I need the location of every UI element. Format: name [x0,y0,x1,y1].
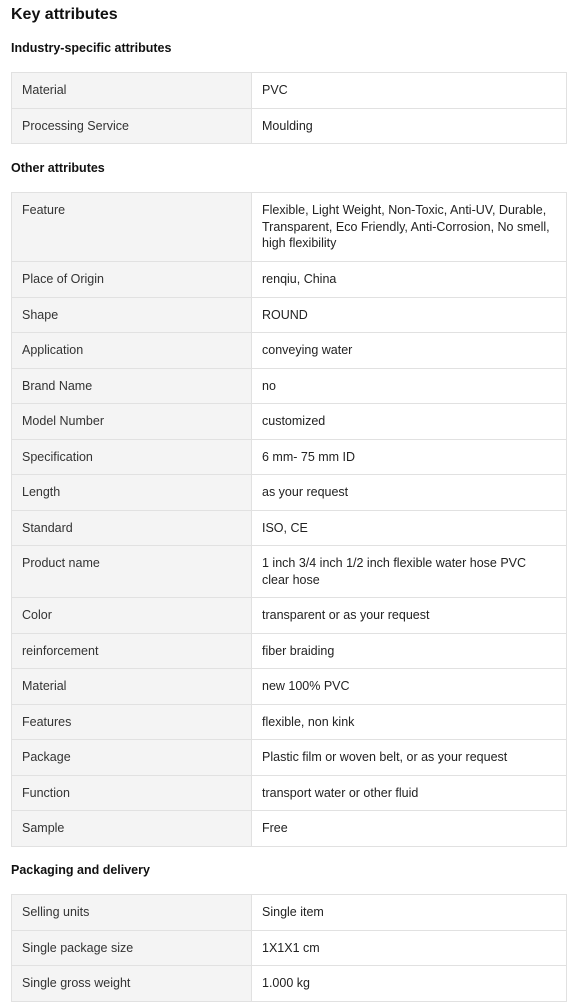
attribute-key: reinforcement [12,633,252,669]
packaging-attributes-table [11,894,567,1002]
table-row [12,669,567,705]
attribute-key: Processing Service [12,108,252,144]
section-heading-other: Other attributes [11,161,105,175]
table-row [12,966,567,1002]
section-heading-industry: Industry-specific attributes [11,41,172,55]
attribute-key: Specification [12,439,252,475]
table-row [12,704,567,740]
other-attributes-table [11,192,567,847]
table-row [12,633,567,669]
attribute-key: Package [12,740,252,776]
attribute-key: Shape [12,297,252,333]
attribute-value: fiber braiding [252,633,567,669]
table-row [12,193,567,262]
attribute-value: flexible, non kink [252,704,567,740]
table-row [12,811,567,847]
table-row [12,333,567,369]
attribute-value: ISO, CE [252,510,567,546]
section-heading-packaging: Packaging and delivery [11,863,150,877]
attribute-value: conveying water [252,333,567,369]
attribute-value: Plastic film or woven belt, or as your request [252,740,567,776]
attribute-value: Single item [252,895,567,931]
attribute-value: Free [252,811,567,847]
attribute-value: renqiu, China [252,262,567,298]
attribute-key: Place of Origin [12,262,252,298]
attribute-key: Length [12,475,252,511]
attribute-value: ROUND [252,297,567,333]
attribute-value: Flexible, Light Weight, Non-Toxic, Anti-UV, Durable, Transparent, Eco Friendly, Anti-Corrosion, No smell, high flexibility [252,193,567,262]
attribute-key: Color [12,598,252,634]
attribute-value: Moulding [252,108,567,144]
table-row [12,930,567,966]
attribute-value: transparent or as your request [252,598,567,634]
table-row [12,404,567,440]
table-row [12,262,567,298]
attribute-key: Material [12,669,252,705]
attribute-value: 1X1X1 cm [252,930,567,966]
attribute-value: 6 mm- 75 mm ID [252,439,567,475]
industry-attributes-table [11,72,567,144]
table-row [12,895,567,931]
table-row [12,510,567,546]
attribute-key: Function [12,775,252,811]
attribute-key: Feature [12,193,252,262]
table-row [12,775,567,811]
attribute-value: no [252,368,567,404]
attribute-value: PVC [252,73,567,109]
attribute-key: Material [12,73,252,109]
attribute-key: Features [12,704,252,740]
table-row [12,297,567,333]
attribute-key: Application [12,333,252,369]
table-row [12,108,567,144]
attribute-value: 1 inch 3/4 inch 1/2 inch flexible water hose PVC clear hose [252,546,567,598]
attribute-key: Single package size [12,930,252,966]
page-title: Key attributes [11,6,118,23]
attribute-key: Selling units [12,895,252,931]
attribute-value: customized [252,404,567,440]
attribute-key: Product name [12,546,252,598]
attribute-value: as your request [252,475,567,511]
table-row [12,740,567,776]
attribute-key: Standard [12,510,252,546]
attribute-value: transport water or other fluid [252,775,567,811]
attribute-key: Model Number [12,404,252,440]
attribute-key: Single gross weight [12,966,252,1002]
attribute-key: Brand Name [12,368,252,404]
table-row [12,439,567,475]
attribute-value: new 100% PVC [252,669,567,705]
table-row [12,73,567,109]
table-row [12,475,567,511]
attribute-key: Sample [12,811,252,847]
table-row [12,598,567,634]
attribute-value: 1.000 kg [252,966,567,1002]
table-row [12,368,567,404]
table-row [12,546,567,598]
